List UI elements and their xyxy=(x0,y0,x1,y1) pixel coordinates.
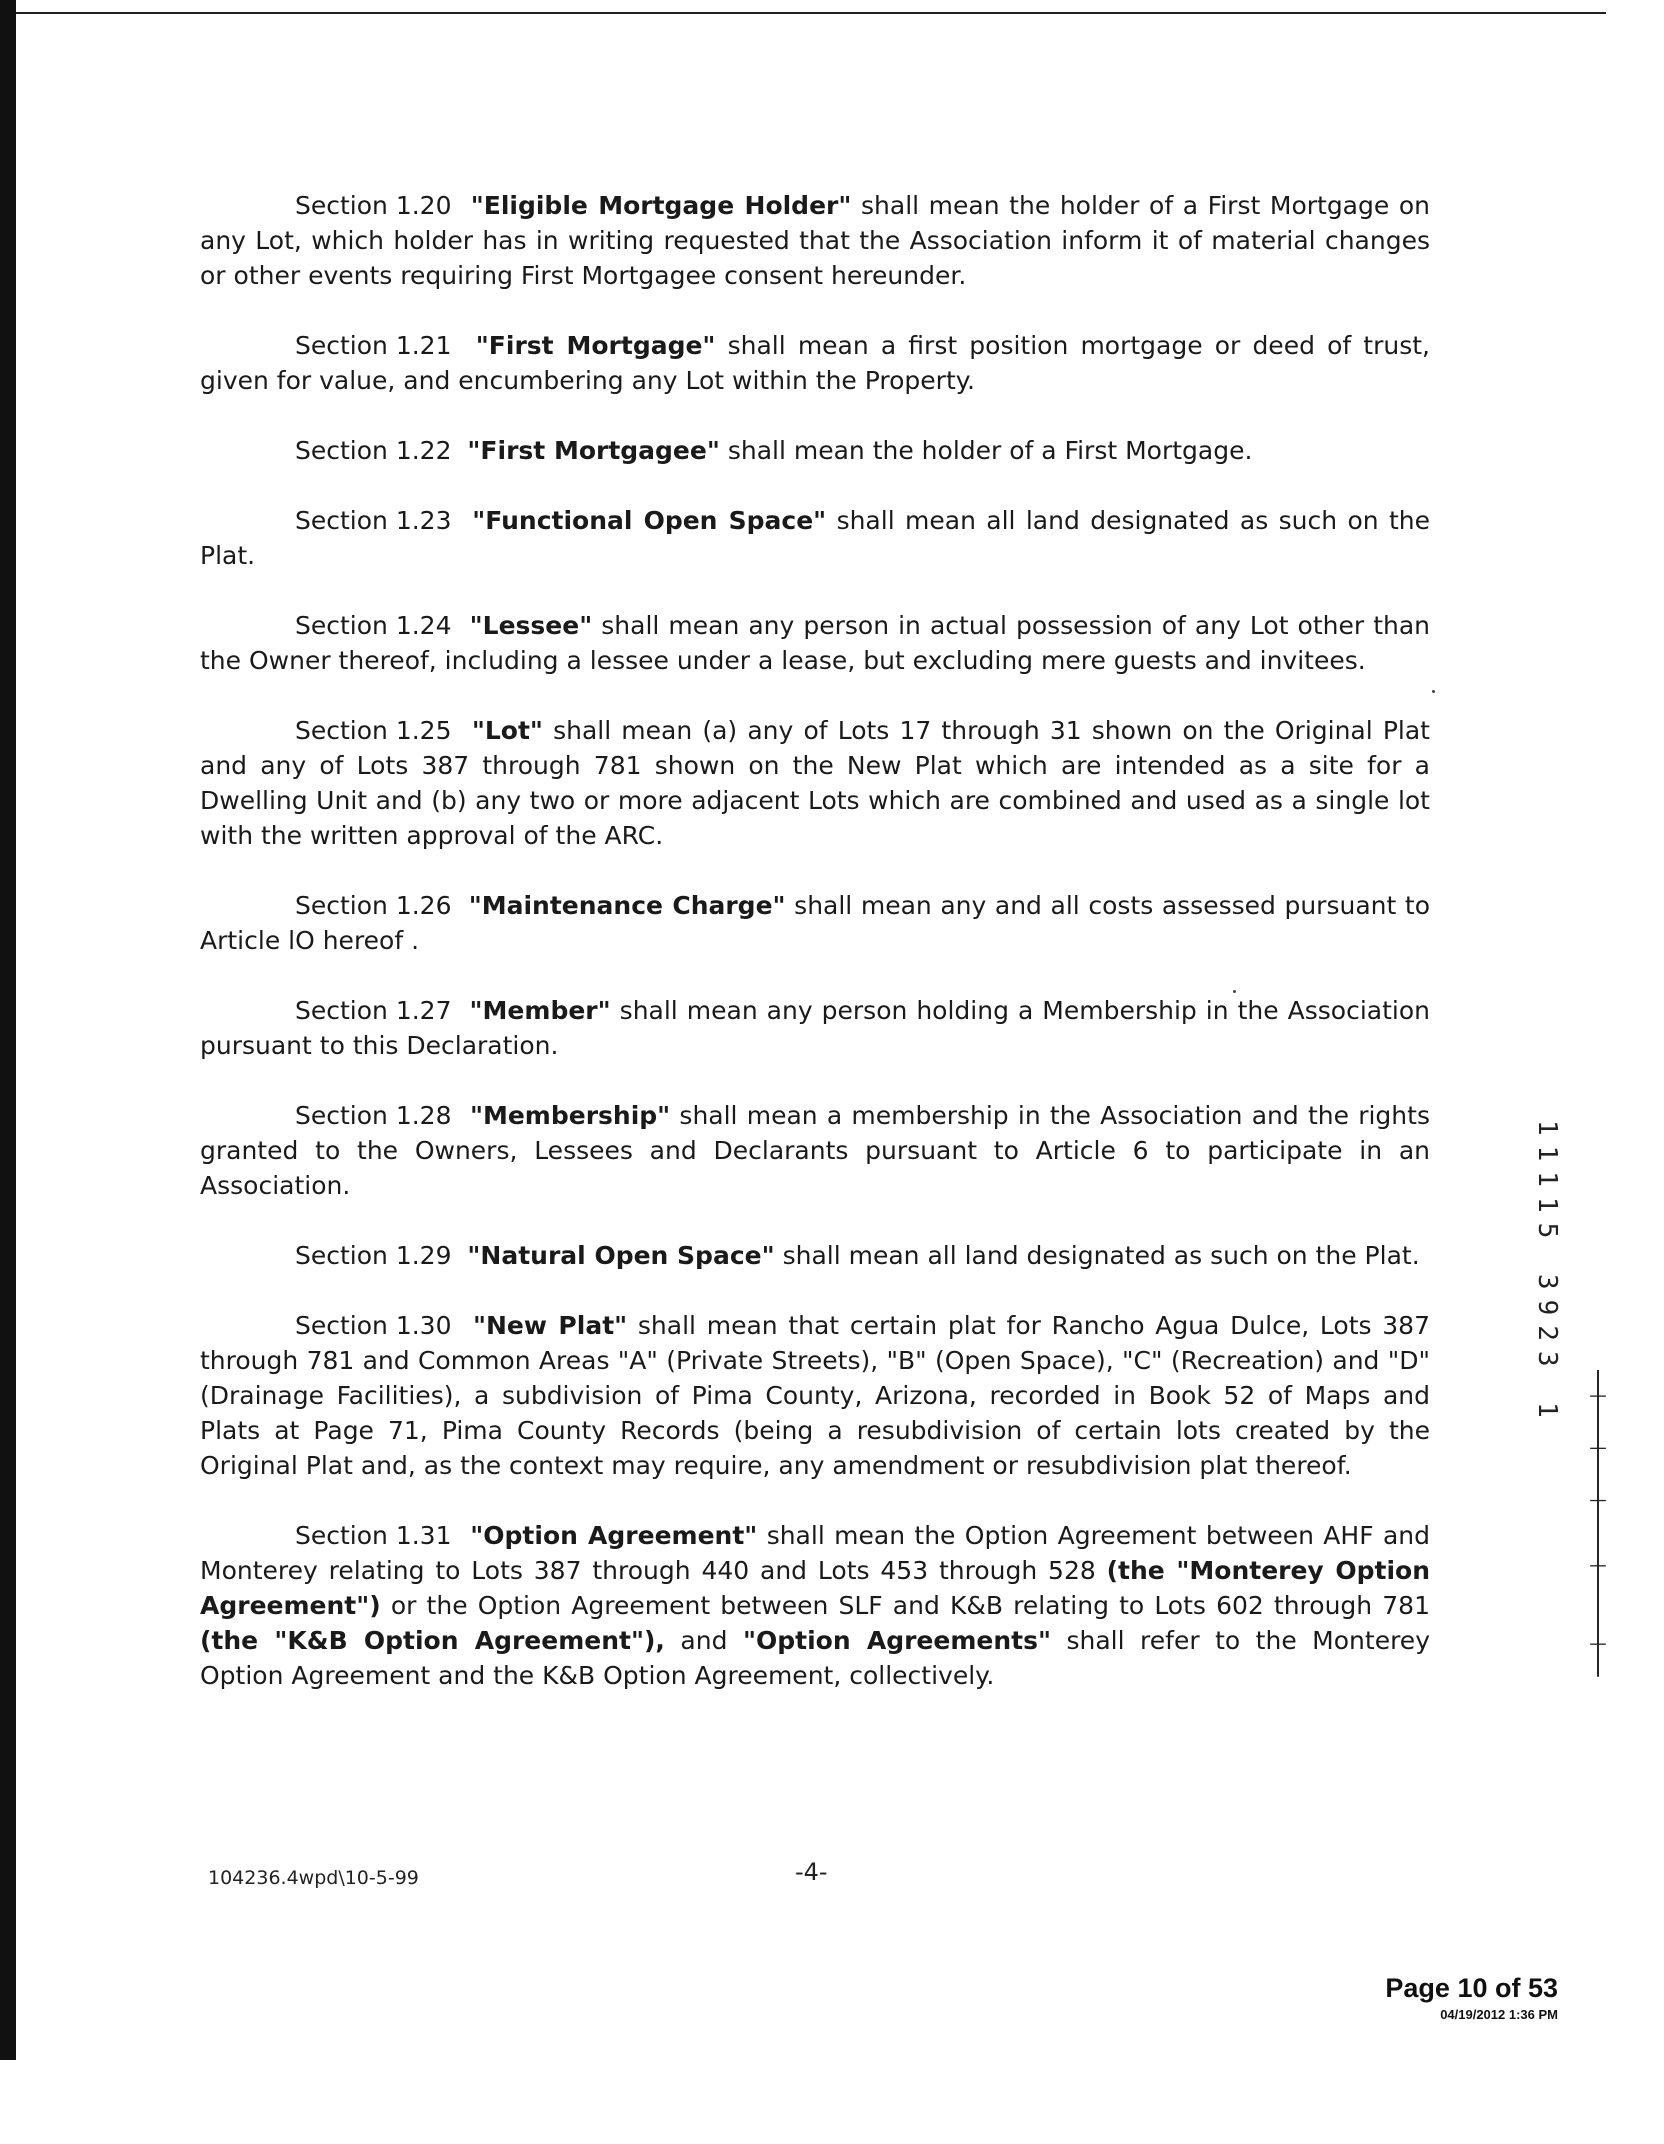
definition-text: shall mean all land designated as such on the Plat. xyxy=(200,506,1430,570)
definition-text: shall mean any and all costs assessed pursuant to Article lO hereof . xyxy=(200,891,1430,955)
paragraph-1-30 xyxy=(200,1308,1430,1483)
section-number: Section 1.21 xyxy=(295,331,452,360)
definition-text: shall mean the holder of a First Mortgage on any Lot, which holder has in writing requested that the Association inform it of material changes or other events requiring First Mortgagee consent hereunder. xyxy=(200,191,1430,290)
paragraph-1-22 xyxy=(200,433,1430,468)
section-number: Section 1.28 xyxy=(295,1101,452,1130)
recording-side-stamp: 11115 3923 1 xyxy=(1532,1120,1562,1428)
section-number: Section 1.30 xyxy=(295,1311,452,1340)
scan-top-border xyxy=(16,12,1606,14)
defined-term: "Lessee" xyxy=(469,611,593,640)
definition-text: shall mean any person in actual possession of any Lot other than the Owner thereof, including a lessee under a lease, but excluding mere guests and invitees. xyxy=(200,611,1430,675)
document-id: 104236.4wpd\10-5-99 xyxy=(208,1867,419,1889)
defined-term: "Functional Open Space" xyxy=(472,506,827,535)
definition-text: and xyxy=(680,1626,728,1655)
definition-text: shall mean the Option Agreement between AHF and Monterey relating to Lots 387 through 440 and Lots 453 through 528 xyxy=(200,1521,1430,1585)
section-number: Section 1.29 xyxy=(295,1241,452,1270)
section-number: Section 1.23 xyxy=(295,506,452,535)
paragraph-1-28 xyxy=(200,1098,1430,1203)
section-number: Section 1.20 xyxy=(295,191,452,220)
section-number: Section 1.22 xyxy=(295,436,452,465)
paragraph-1-25 xyxy=(200,713,1430,853)
definition-text: shall mean the holder of a First Mortgage. xyxy=(727,436,1253,465)
definition-text: shall mean a membership in the Association and the rights granted to the Owners, Lessees and Declarants pursuant to Article 6 to participate in an Association. xyxy=(200,1101,1430,1200)
section-number: Section 1.26 xyxy=(295,891,452,920)
scan-edge-bar xyxy=(0,0,16,2060)
defined-term-plural: "Option Agreements" xyxy=(742,1626,1051,1655)
section-number: Section 1.31 xyxy=(295,1521,452,1550)
definition-text: shall mean all land designated as such on the Plat. xyxy=(782,1241,1420,1270)
scan-speck xyxy=(1432,690,1435,693)
defined-term: "First Mortgagee" xyxy=(467,436,720,465)
paragraph-1-31 xyxy=(200,1518,1430,1693)
paragraph-1-23 xyxy=(200,503,1430,573)
page-count-stamp: Page 10 of 53 xyxy=(1385,1973,1558,2003)
definition-text: shall refer to the Monterey Option Agreement and the K&B Option Agreement, collectively. xyxy=(200,1626,1430,1690)
scan-speck xyxy=(1233,990,1236,993)
definition-text: shall mean that certain plat for Rancho Agua Dulce, Lots 387 through 781 and Common Areas "A" (Private Streets), "B" (Open Space), "C" (Recreation) and "D" (Drainage Facilities), a subdivision of Pima County, Arizona, recorded in Book 52 of Maps and Plats at Page 71, Pima County Records (being a resubdivision of certain lots created by the Original Plat and, as the context may require, any amendment or resubdivision plat thereof. xyxy=(200,1311,1430,1480)
defined-term: "Maintenance Charge" xyxy=(468,891,786,920)
paragraph-1-21 xyxy=(200,328,1430,398)
paragraph-1-27 xyxy=(200,993,1430,1063)
defined-term-monterey: (the "Monterey Option Agreement") xyxy=(200,1556,1430,1620)
defined-term: "New Plat" xyxy=(472,1311,628,1340)
defined-term: "Lot" xyxy=(471,716,543,745)
recording-timestamp: 04/19/2012 1:36 PM xyxy=(1440,2007,1558,2022)
defined-term: "Eligible Mortgage Holder" xyxy=(470,191,852,220)
page-number: -4- xyxy=(795,1858,828,1886)
side-stamp-lines xyxy=(1578,1370,1618,1840)
definition-text: shall mean any person holding a Membership in the Association pursuant to this Declaration. xyxy=(200,996,1430,1060)
paragraph-1-26 xyxy=(200,888,1430,958)
paragraph-1-24 xyxy=(200,608,1430,678)
document-body xyxy=(200,188,1430,1728)
definition-text: or the Option Agreement between SLF and K&B relating to Lots 602 through 781 xyxy=(390,1591,1430,1620)
section-number: Section 1.27 xyxy=(295,996,452,1025)
section-number: Section 1.24 xyxy=(295,611,452,640)
defined-term: "Membership" xyxy=(469,1101,671,1130)
defined-term: "Option Agreement" xyxy=(470,1521,758,1550)
paragraph-1-29 xyxy=(200,1238,1430,1273)
defined-term: "First Mortgage" xyxy=(475,331,716,360)
section-number: Section 1.25 xyxy=(295,716,452,745)
defined-term: "Member" xyxy=(469,996,611,1025)
definition-text: shall mean (a) any of Lots 17 through 31 shown on the Original Plat and any of Lots 387 through 781 shown on the New Plat which are intended as a site for a Dwelling Unit and (b) any two or more adjacent Lots which are combined and used as a single lot with the written approval of the ARC. xyxy=(200,716,1430,850)
defined-term: "Natural Open Space" xyxy=(467,1241,775,1270)
paragraph-1-20 xyxy=(200,188,1430,293)
definition-text: shall mean a first position mortgage or deed of trust, given for value, and encumbering any Lot within the Property. xyxy=(200,331,1430,395)
defined-term-kb: (the "K&B Option Agreement"), xyxy=(200,1626,665,1655)
